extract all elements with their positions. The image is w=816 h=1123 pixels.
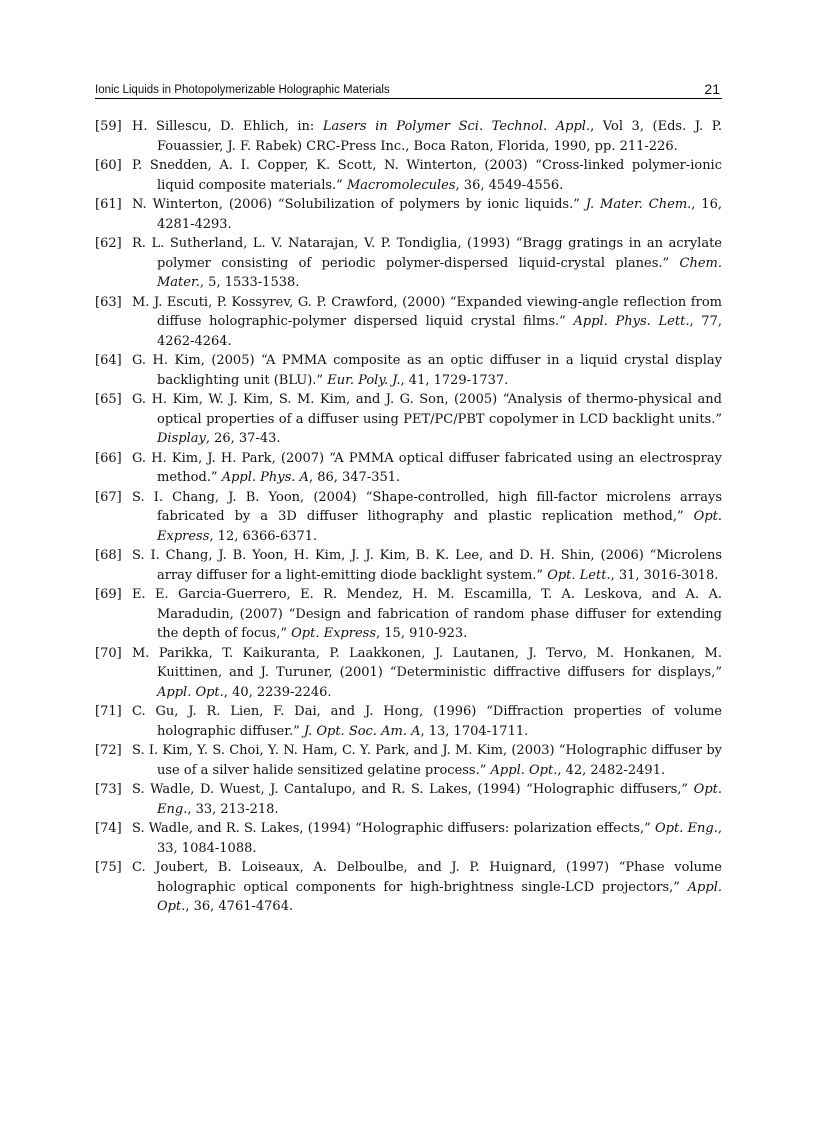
reference-list xyxy=(95,117,722,917)
reference-journal: Appl. Opt. xyxy=(490,762,558,778)
reference-item xyxy=(95,585,722,644)
reference-journal: Appl. Phys. A xyxy=(221,470,309,485)
reference-number: [70] xyxy=(95,645,122,661)
reference-text: G. H. Kim, W. J. Kim, S. M. Kim, and J. G. Son, (2005) “Analysis of thermo-physical and optical properties of a diffuser using PET/PC/PBT copolymer in LCD backlight units.” xyxy=(132,392,722,427)
reference-item xyxy=(95,117,722,156)
reference-journal: Appl. Opt xyxy=(157,684,220,700)
reference-text: G. H. Kim, J. H. Park, (2007) “A PMMA optical diffuser fabricated using an electrospray method.” xyxy=(132,450,722,485)
reference-text: G. H. Kim, (2005) “A PMMA composite as an optic diffuser in a liquid crystal display backlighting unit (BLU).” xyxy=(132,353,722,388)
reference-number: [73] xyxy=(95,782,122,797)
reference-journal: J. Mater. Chem. xyxy=(585,197,692,212)
reference-text: S. Wadle, and R. S. Lakes, (1994) “Holographic diffusers: polarization effects,” xyxy=(132,821,656,836)
reference-number: [64] xyxy=(95,353,122,368)
page-number: 21 xyxy=(704,81,720,97)
reference-text: ., 31, 3016-3018. xyxy=(606,567,719,583)
reference-item xyxy=(95,644,722,703)
reference-journal: Display xyxy=(157,431,206,446)
reference-item xyxy=(95,546,722,585)
reference-journal: J. Opt. Soc. Am. A xyxy=(303,723,421,739)
reference-journal: Opt. Eng xyxy=(157,782,722,817)
reference-text: R. L. Sutherland, L. V. Natarajan, V. P. Tondiglia, (1993) “Bragg gratings in an acrylate polymer consisting of periodic polymer-dispersed liquid-crystal planes.” xyxy=(132,236,722,271)
reference-text: , 12, 6366-6371. xyxy=(209,528,318,544)
reference-number: [60] xyxy=(95,158,122,173)
reference-item xyxy=(95,195,722,234)
reference-text: , 5, 1533-1538. xyxy=(199,275,300,290)
reference-number: [67] xyxy=(95,489,122,505)
page-header xyxy=(95,78,722,99)
reference-item xyxy=(95,858,722,917)
reference-number: [74] xyxy=(95,821,122,836)
reference-text: ., 33, 213-218. xyxy=(183,801,279,817)
reference-text: M. J. Escuti, P. Kossyrev, G. P. Crawford, (2000) “Expanded viewing-angle reflection from diffuse holographic-polymer dispersed liquid crystal films.” xyxy=(132,294,722,329)
reference-text: , 36, 4549-4556. xyxy=(455,177,564,193)
reference-number: [65] xyxy=(95,392,122,407)
reference-item xyxy=(95,156,722,195)
reference-journal: Eur. Poly. J. xyxy=(327,372,401,388)
reference-item xyxy=(95,819,722,858)
reference-item xyxy=(95,741,722,780)
reference-journal: Appl. Opt. xyxy=(157,879,722,914)
reference-journal: Opt. Lett xyxy=(547,567,607,583)
reference-number: [62] xyxy=(95,236,122,251)
reference-text: ., 33, 1084-1088. xyxy=(157,821,722,856)
reference-number: [59] xyxy=(95,119,122,134)
reference-item xyxy=(95,293,722,352)
reference-journal: Chem. Mater. xyxy=(157,255,722,290)
reference-number: [66] xyxy=(95,450,122,466)
reference-journal: Macromolecules xyxy=(346,177,456,193)
reference-text: , Vol 3, (Eds. J. P. Fouassier, J. F. Rabek) CRC-Press Inc., Boca Raton, Florida, 1990, pp. 211-226. xyxy=(157,119,722,154)
reference-text: ., 40, 2239-2246. xyxy=(219,684,332,700)
reference-text: M. Parikka, T. Kaikuranta, P. Laakkonen, J. Lautanen, J. Tervo, M. Honkanen, M. Kuittinen, and J. Turuner, (2001) “Deterministic diffractive diffusers for displays,” xyxy=(132,645,722,680)
reference-text: , 15, 910-923. xyxy=(376,626,468,641)
reference-journal: Opt. Express xyxy=(157,509,722,544)
reference-number: [69] xyxy=(95,587,122,602)
reference-text: , 42, 2482-2491. xyxy=(557,762,666,778)
reference-item xyxy=(95,449,722,488)
reference-text: S. I. Chang, J. B. Yoon, H. Kim, J. J. Kim, B. K. Lee, and D. H. Shin, (2006) “Microlens array diffuser for a light-emitting diode backlight system.” xyxy=(132,548,722,583)
reference-text: N. Winterton, (2006) “Solubilization of polymers by ionic liquids.” xyxy=(132,197,586,212)
reference-text: , 77, 4262-4264. xyxy=(157,314,722,349)
reference-item xyxy=(95,234,722,293)
reference-number: [63] xyxy=(95,294,122,310)
reference-text: , 36, 4761-4764. xyxy=(185,899,294,914)
reference-item xyxy=(95,702,722,741)
reference-text: H. Sillescu, D. Ehlich, in: xyxy=(132,119,323,134)
reference-text: S. I. Chang, J. B. Yoon, (2004) “Shape-controlled, high fill-factor microlens arrays fabricated by a 3D diffuser lithography and plastic replication method,” xyxy=(132,489,722,524)
reference-journal: Lasers in Polymer Sci. Technol. Appl. xyxy=(322,119,591,134)
reference-journal: Opt. Express xyxy=(291,626,377,641)
reference-text: , 26, 37-43. xyxy=(205,431,281,446)
reference-text: P. Snedden, A. I. Copper, K. Scott, N. Winterton, (2003) “Cross-linked polymer-ionic liquid composite materials.” xyxy=(132,158,722,193)
reference-text: , 86, 347-351. xyxy=(308,470,401,485)
running-title: Ionic Liquids in Photopolymerizable Holographic Materials xyxy=(95,84,390,96)
reference-item xyxy=(95,351,722,390)
reference-journal: Appl. Phys. Lett. xyxy=(573,314,690,329)
reference-number: [75] xyxy=(95,860,122,875)
reference-text: E. E. Garcia-Guerrero, E. R. Mendez, H. M. Escamilla, T. A. Leskova, and A. A. Maradudin, (2007) “Design and fabrication of random phase diffuser for extending the depth of focus,” xyxy=(132,587,722,641)
reference-item xyxy=(95,390,722,449)
reference-item xyxy=(95,488,722,547)
reference-text: , 41, 1729-1737. xyxy=(400,372,509,388)
reference-number: [68] xyxy=(95,548,122,563)
reference-number: [72] xyxy=(95,743,122,758)
reference-text: C. Gu, J. R. Lien, F. Dai, and J. Hong, (1996) “Diffraction properties of volume holographic diffuser.” xyxy=(132,704,722,739)
reference-item xyxy=(95,780,722,819)
reference-text: , 13, 1704-1711. xyxy=(420,723,529,739)
reference-number: [71] xyxy=(95,704,122,719)
reference-text: S. Wadle, D. Wuest, J. Cantalupo, and R. S. Lakes, (1994) “Holographic diffusers,” xyxy=(132,782,694,797)
reference-number: [61] xyxy=(95,197,122,212)
reference-text: , 16, 4281-4293. xyxy=(157,197,722,232)
reference-text: S. I. Kim, Y. S. Choi, Y. N. Ham, C. Y. Park, and J. M. Kim, (2003) “Holographic diffuser by use of a silver halide sensitized gelatine process.” xyxy=(132,743,722,778)
reference-journal: Opt. Eng xyxy=(655,821,714,836)
reference-text: C. Joubert, B. Loiseaux, A. Delboulbe, and J. P. Huignard, (1997) “Phase volume holographic optical components for high-brightness single-LCD projectors,” xyxy=(132,860,722,895)
